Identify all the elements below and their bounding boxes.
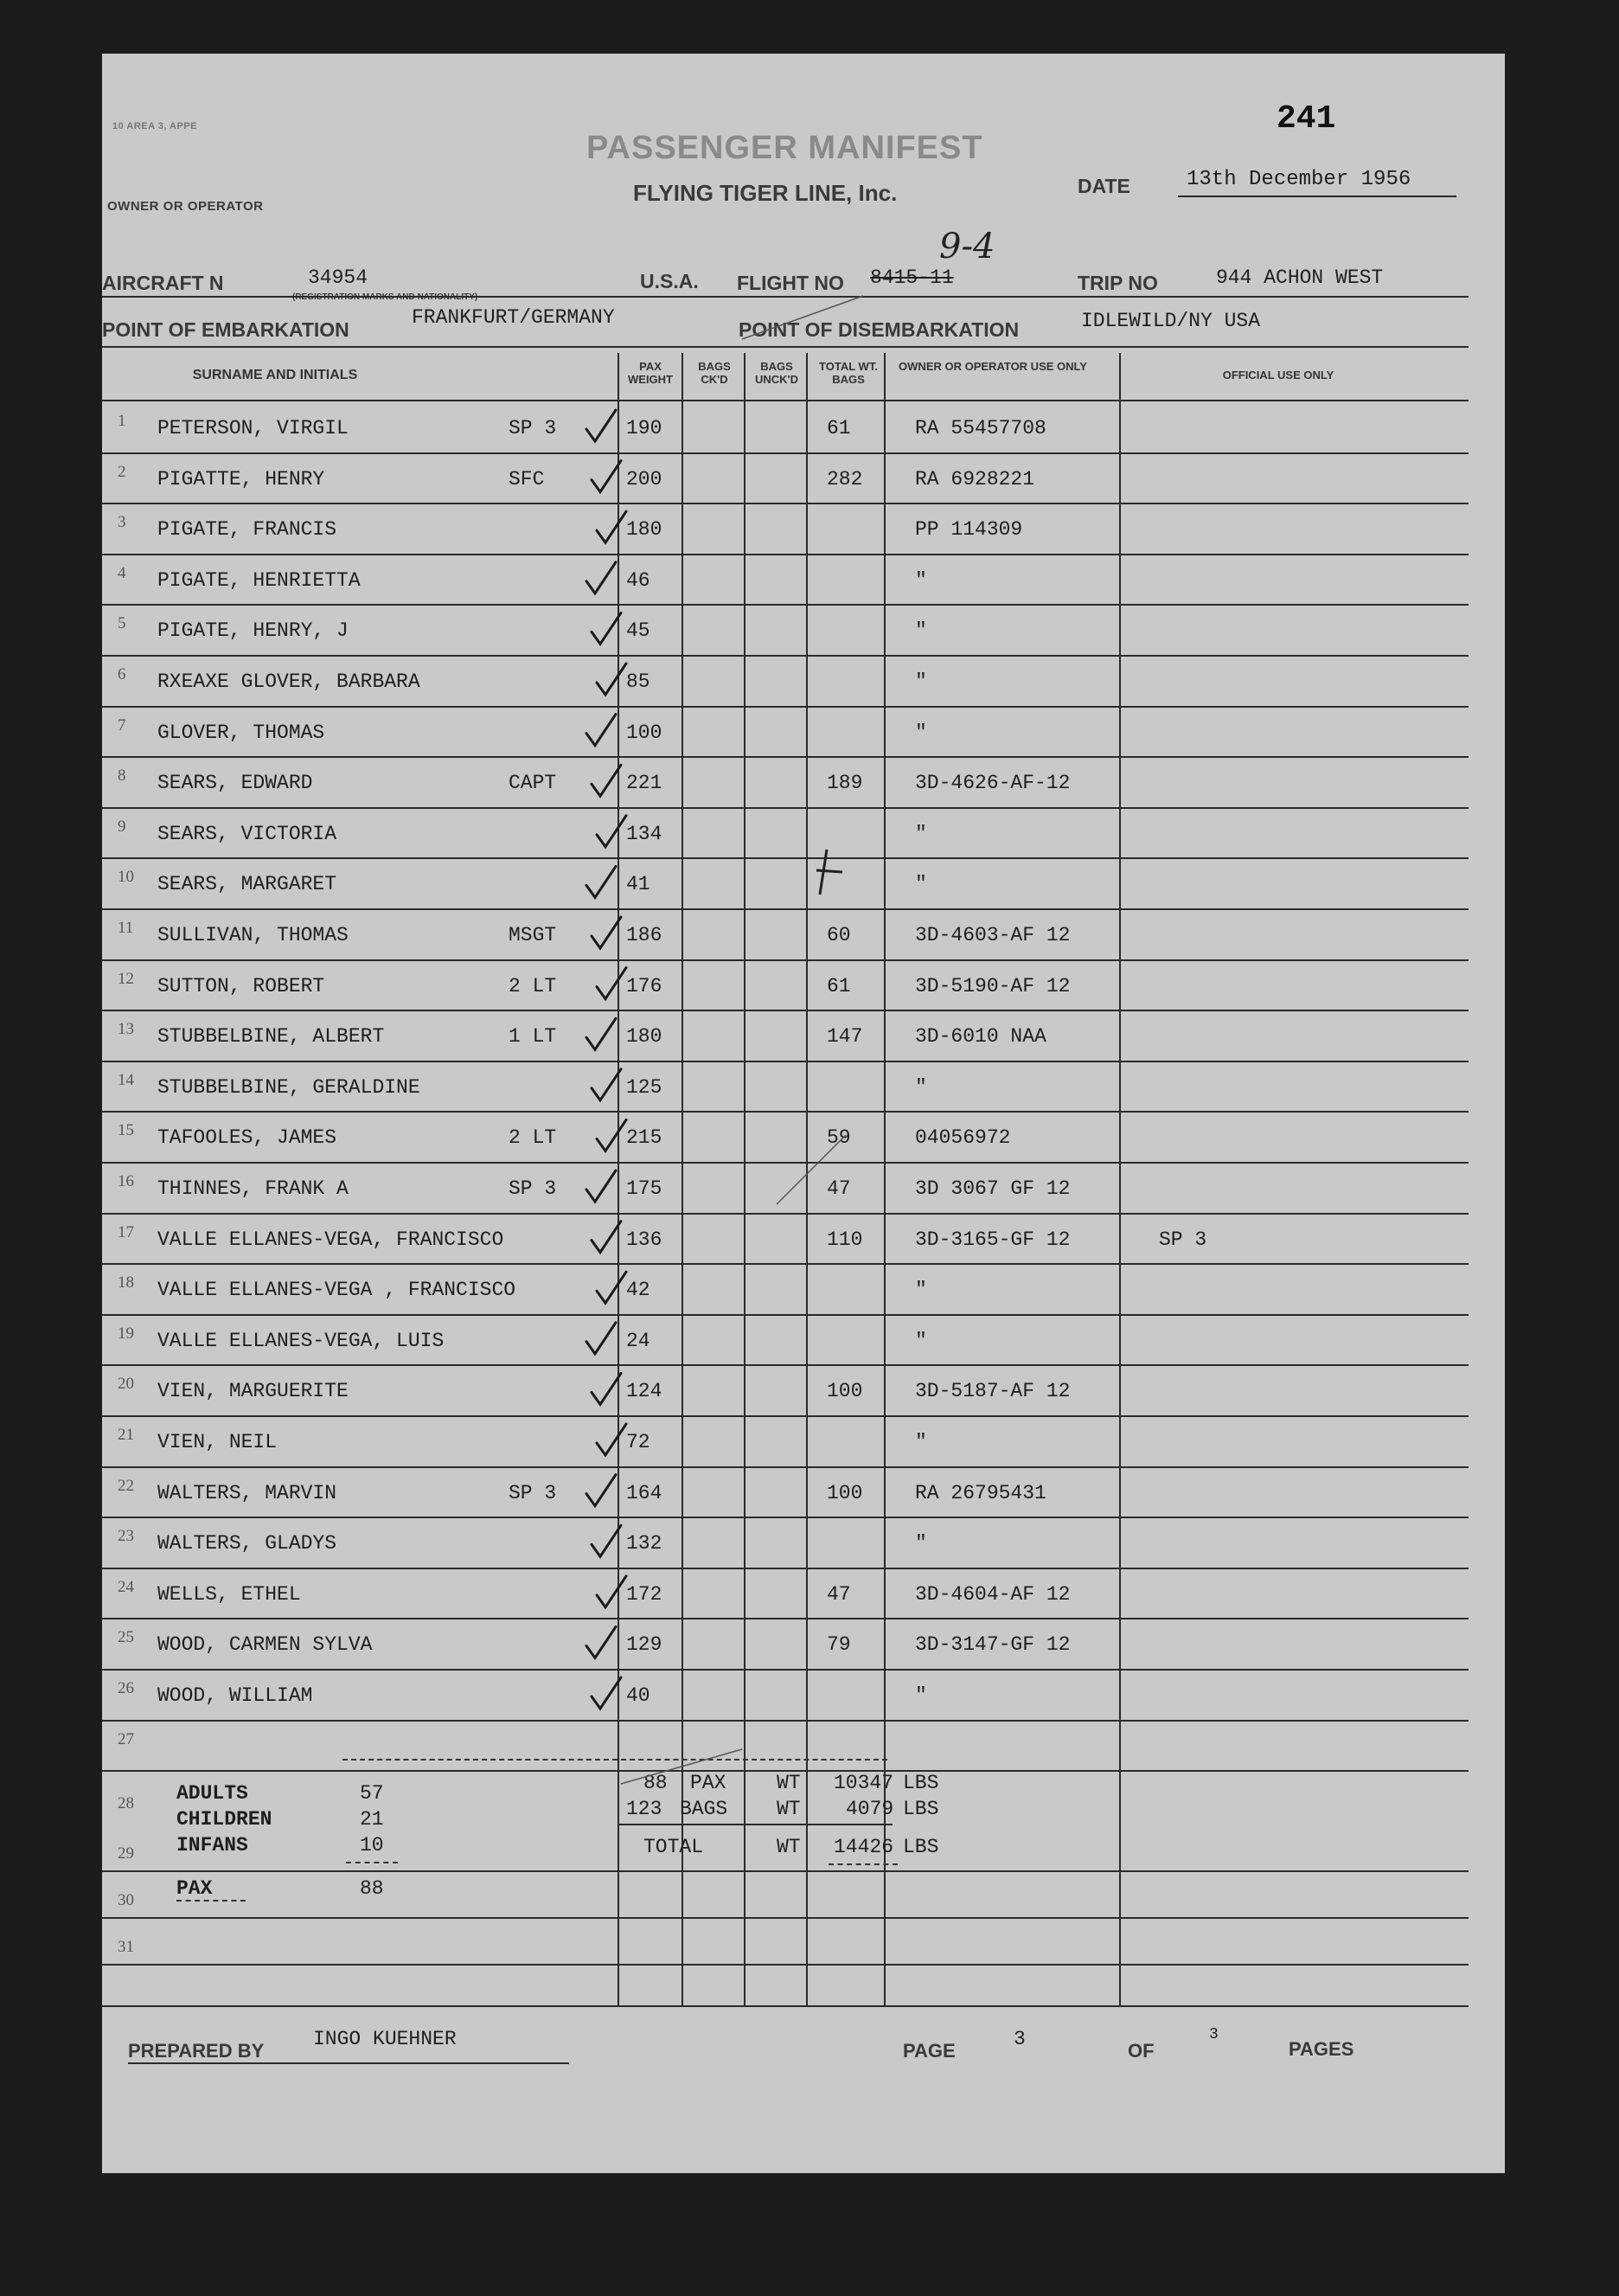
passenger-name: STUBBELBINE, ALBERT: [157, 1025, 385, 1049]
col-official-header: OFFICIAL USE ONLY: [1222, 369, 1334, 382]
passenger-rank: SP 3: [509, 1177, 557, 1200]
pax-word: PAX: [690, 1772, 726, 1794]
check-mark: [586, 1475, 616, 1506]
passenger-rank: 1 LT: [509, 1025, 557, 1049]
check-mark: [597, 1119, 626, 1151]
owner-reference: 3D 3067 GF 12: [915, 1177, 1071, 1200]
prepared-by-label: PREPARED BY: [128, 2040, 265, 2062]
row-number: 1: [118, 412, 126, 430]
check-mark: [586, 1018, 616, 1049]
owner-reference: RA 6928221: [915, 467, 1035, 491]
passenger-name: VALLE ELLANES-VEGA , FRANCISCO: [157, 1279, 516, 1302]
check-mark: [592, 1525, 621, 1556]
row-number: 3: [118, 513, 126, 532]
aircraft-label: AIRCRAFT N: [102, 272, 224, 294]
check-mark: [592, 612, 621, 644]
owner-reference: 3D-3165-GF 12: [915, 1228, 1071, 1251]
pax-weight: 180: [626, 1025, 662, 1049]
wt-label: WT: [777, 1798, 801, 1820]
passenger-name: PIGATE, HENRIETTA: [157, 568, 361, 592]
pax-weight: 85: [626, 670, 650, 693]
passenger-name: VALLE ELLANES-VEGA, FRANCISCO: [157, 1228, 504, 1251]
total-bag-weight: 60: [827, 924, 851, 946]
row-number: 28: [118, 1794, 134, 1812]
handwritten-mark: [816, 850, 842, 895]
owner-reference: 3D-6010 NAA: [915, 1025, 1046, 1049]
bags-count: 123: [626, 1798, 662, 1820]
passenger-rank: 2 LT: [509, 1126, 557, 1150]
passenger-rank: SFC: [509, 467, 545, 491]
col-name-header: SURNAME AND INITIALS: [192, 368, 358, 382]
row-number: 25: [118, 1628, 134, 1647]
row-number: 14: [118, 1070, 134, 1089]
total-bag-weight: 100: [827, 1380, 863, 1403]
bags-weight-total: 4079: [846, 1798, 894, 1820]
lbs-label: LBS: [903, 1772, 939, 1794]
adults-label: ADULTS: [176, 1782, 248, 1805]
row-number: 19: [118, 1324, 134, 1343]
passenger-name: PETERSON, VIRGIL: [157, 417, 349, 439]
row-number: 9: [118, 817, 126, 836]
trip-value: 944 ACHON WEST: [1216, 266, 1384, 289]
row-number: 2: [118, 462, 126, 481]
owner-reference: 3D-5187-AF 12: [915, 1380, 1071, 1403]
row-number: 29: [118, 1844, 134, 1863]
owner-reference: ": [915, 1329, 927, 1352]
owner-reference: ": [915, 873, 927, 896]
bags-word: BAGS: [680, 1798, 728, 1820]
owner-reference: ": [915, 721, 927, 744]
owner-reference: ": [915, 1684, 927, 1707]
total-bag-weight: 147: [827, 1025, 863, 1049]
col-pax-header: PAX WEIGHT: [628, 360, 673, 386]
of-value: 3: [1209, 2026, 1219, 2043]
pax-weight: 172: [626, 1582, 662, 1606]
date-value: 13th December 1956: [1187, 168, 1411, 191]
passenger-name: WOOD, CARMEN SYLVA: [157, 1633, 373, 1657]
row-number: 30: [118, 1891, 134, 1909]
total-bag-weight: 61: [827, 974, 851, 997]
check-mark: [592, 1069, 621, 1100]
official-use: SP 3: [1159, 1228, 1207, 1251]
passenger-name: PIGATTE, HENRY: [157, 467, 325, 491]
owner-reference: ": [915, 822, 927, 845]
passenger-name: SEARS, MARGARET: [157, 873, 337, 896]
check-mark: [597, 664, 626, 695]
row-number: 10: [118, 868, 134, 887]
check-mark: [597, 1576, 626, 1607]
pax-weight: 175: [626, 1177, 662, 1200]
flight-label: FLIGHT NO: [737, 272, 844, 294]
row-number: 24: [118, 1577, 134, 1596]
row-number: 5: [118, 614, 126, 633]
passenger-rank: MSGT: [509, 924, 557, 946]
pax-weight: 42: [626, 1279, 650, 1302]
owner-reference: ": [915, 1075, 927, 1099]
adults-count: 57: [360, 1782, 384, 1805]
aircraft-value: 34954: [308, 266, 368, 289]
pax-weight-total: 10347: [834, 1772, 894, 1794]
check-mark: [586, 1626, 616, 1658]
pax-weight: 134: [626, 822, 662, 845]
pax-weight: 72: [626, 1431, 650, 1453]
lbs-label: LBS: [903, 1798, 939, 1820]
total-bag-weight: 59: [827, 1126, 851, 1150]
page-number: 241: [1277, 100, 1336, 138]
pax-weight: 186: [626, 924, 662, 946]
owner-reference: 3D-3147-GF 12: [915, 1633, 1071, 1657]
row-number: 26: [118, 1679, 134, 1697]
wt-label: WT: [777, 1836, 801, 1858]
disembarkation-value: IDLEWILD/NY USA: [1081, 310, 1261, 332]
check-mark: [597, 1424, 626, 1455]
pages-label: PAGES: [1289, 2038, 1354, 2060]
pax-weight: 45: [626, 619, 650, 643]
passenger-rank: 2 LT: [509, 974, 557, 997]
row-number: 27: [118, 1729, 134, 1748]
owner-reference: 3D-4604-AF 12: [915, 1582, 1071, 1606]
row-number: 16: [118, 1172, 134, 1190]
passenger-name: VALLE ELLANES-VEGA, LUIS: [157, 1329, 445, 1352]
total-bag-weight: 47: [827, 1177, 851, 1200]
flight-correction: 9-4: [939, 227, 995, 266]
check-mark: [586, 1323, 616, 1354]
passenger-name: GLOVER, THOMAS: [157, 721, 325, 744]
owner-reference: ": [915, 1431, 927, 1453]
passenger-name: SUTTON, ROBERT: [157, 974, 325, 997]
col-bags-unckd-header: BAGS UNCK'D: [754, 360, 799, 386]
corner-text: 10 AREA 3, APPE: [112, 121, 197, 131]
passenger-name: PIGATE, FRANCIS: [157, 518, 337, 542]
row-number: 11: [118, 919, 134, 937]
prepared-by-value: INGO KUEHNER: [313, 2028, 457, 2050]
infants-count: 10: [360, 1834, 384, 1857]
pax-weight: 100: [626, 721, 662, 744]
flight-value: 8415-11: [870, 266, 954, 289]
total-bag-weight: 47: [827, 1582, 851, 1606]
col-total-bags-header: TOTAL WT. BAGS: [819, 360, 878, 386]
row-number: 20: [118, 1375, 134, 1394]
grand-total-weight: 14426: [834, 1836, 894, 1858]
passenger-rank: SP 3: [509, 417, 557, 439]
passenger-name: WALTERS, MARVIN: [157, 1481, 337, 1504]
check-mark: [597, 511, 626, 542]
passenger-name: WELLS, ETHEL: [157, 1582, 301, 1606]
of-label: OF: [1128, 2040, 1155, 2062]
check-mark: [597, 968, 626, 999]
row-number: 15: [118, 1121, 134, 1140]
pax-weight: 46: [626, 568, 650, 592]
pax-weight: 200: [626, 467, 662, 491]
check-mark: [592, 1373, 621, 1404]
passenger-rank: SP 3: [509, 1481, 557, 1504]
passenger-name: SEARS, EDWARD: [157, 772, 313, 795]
total-bag-weight: 110: [827, 1228, 863, 1251]
owner-reference: 3D-5190-AF 12: [915, 974, 1071, 997]
row-number: 31: [118, 1938, 134, 1956]
owner-reference: 3D-4603-AF 12: [915, 924, 1071, 946]
owner-reference: PP 114309: [915, 518, 1023, 542]
total-bag-weight: 189: [827, 772, 863, 795]
passenger-name: THINNES, FRANK A: [157, 1177, 349, 1200]
passenger-name: PIGATE, HENRY, J: [157, 619, 349, 643]
check-mark: [592, 917, 621, 948]
pax-weight: 215: [626, 1126, 662, 1150]
passenger-name: WALTERS, GLADYS: [157, 1532, 337, 1555]
row-number: 23: [118, 1527, 134, 1546]
row-number: 6: [118, 665, 126, 683]
pax-weight: 190: [626, 417, 662, 439]
pax-weight: 132: [626, 1532, 662, 1555]
check-mark: [592, 765, 621, 796]
passenger-name: TAFOOLES, JAMES: [157, 1126, 337, 1150]
passenger-name: WOOD, WILLIAM: [157, 1684, 313, 1707]
pax-weight: 24: [626, 1329, 650, 1352]
country-label: U.S.A.: [640, 270, 699, 292]
page-title: PASSENGER MANIFEST: [586, 130, 983, 166]
pax-count: 88: [643, 1772, 668, 1794]
lbs-label: LBS: [903, 1836, 939, 1858]
col-bags-ckd-header: BAGS CK'D: [698, 360, 731, 386]
check-mark: [597, 816, 626, 847]
row-number: 8: [118, 766, 126, 786]
passenger-name: SULLIVAN, THOMAS: [157, 924, 349, 946]
check-mark: [592, 461, 621, 492]
pax-total: 88: [360, 1877, 384, 1900]
owner-reference: ": [915, 1532, 927, 1555]
owner-reference: RA 55457708: [915, 417, 1046, 439]
embarkation-value: FRANKFURT/GERMANY: [412, 306, 615, 329]
owner-reference: RA 26795431: [915, 1481, 1046, 1504]
row-number: 13: [118, 1020, 134, 1039]
pax-weight: 124: [626, 1380, 662, 1403]
total-bag-weight: 79: [827, 1633, 851, 1657]
passenger-name: VIEN, MARGUERITE: [157, 1380, 349, 1403]
date-label: DATE: [1078, 175, 1130, 197]
total-bag-weight: 61: [827, 417, 851, 439]
owner-reference: ": [915, 619, 927, 643]
row-number: 21: [118, 1426, 134, 1444]
check-mark: [586, 410, 616, 441]
check-mark: [586, 562, 616, 593]
total-bag-weight: 100: [827, 1481, 863, 1504]
check-mark: [597, 1272, 626, 1303]
wt-label: WT: [777, 1772, 801, 1794]
company-name: FLYING TIGER LINE, Inc.: [633, 180, 898, 206]
disembarkation-label: POINT OF DISEMBARKATION: [739, 318, 1020, 341]
row-number: 22: [118, 1476, 134, 1495]
pax-weight: 180: [626, 518, 662, 542]
pax-weight: 40: [626, 1684, 650, 1707]
passenger-name: STUBBELBINE, GERALDINE: [157, 1075, 420, 1099]
owner-reference: ": [915, 670, 927, 693]
row-number: 12: [118, 969, 134, 988]
row-number: 7: [118, 715, 126, 734]
check-marks: [102, 54, 1505, 2173]
check-mark: [586, 866, 616, 897]
row-number: 18: [118, 1273, 134, 1292]
pax-weight: 125: [626, 1075, 662, 1099]
passenger-name: VIEN, NEIL: [157, 1431, 278, 1453]
embarkation-label: POINT OF EMBARKATION: [102, 318, 349, 341]
check-mark: [592, 1677, 621, 1709]
row-number: 4: [118, 563, 126, 582]
passenger-name: RXEAXE GLOVER, BARBARA: [157, 670, 420, 693]
infants-label: INFANS: [176, 1834, 248, 1857]
passenger-name: SEARS, VICTORIA: [157, 822, 337, 845]
check-mark: [586, 715, 616, 746]
owner-operator-label: OWNER OR OPERATOR: [107, 199, 264, 214]
owner-reference: ": [915, 1279, 927, 1302]
pax-weight: 129: [626, 1633, 662, 1657]
children-count: 21: [360, 1808, 384, 1831]
trip-label: TRIP NO: [1078, 272, 1158, 294]
manifest-sheet: [102, 54, 1505, 2173]
children-label: CHILDREN: [176, 1808, 272, 1831]
col-owner-header: OWNER OR OPERATOR USE ONLY: [899, 360, 1087, 373]
pax-weight: 176: [626, 974, 662, 997]
check-mark: [592, 1222, 621, 1253]
owner-reference: 3D-4626-AF-12: [915, 772, 1071, 795]
total-word: TOTAL: [643, 1836, 704, 1858]
total-bag-weight: 282: [827, 467, 863, 491]
owner-reference: 04056972: [915, 1126, 1011, 1150]
pax-weight: 41: [626, 873, 650, 896]
row-number: 17: [118, 1222, 134, 1241]
check-mark: [586, 1170, 616, 1202]
page-label: PAGE: [903, 2040, 956, 2062]
passenger-rank: CAPT: [509, 772, 557, 795]
page-value: 3: [1014, 2028, 1026, 2050]
owner-reference: ": [915, 568, 927, 592]
pax-weight: 136: [626, 1228, 662, 1251]
pax-label: PAX: [176, 1877, 213, 1900]
pax-weight: 164: [626, 1481, 662, 1504]
pax-weight: 221: [626, 772, 662, 795]
